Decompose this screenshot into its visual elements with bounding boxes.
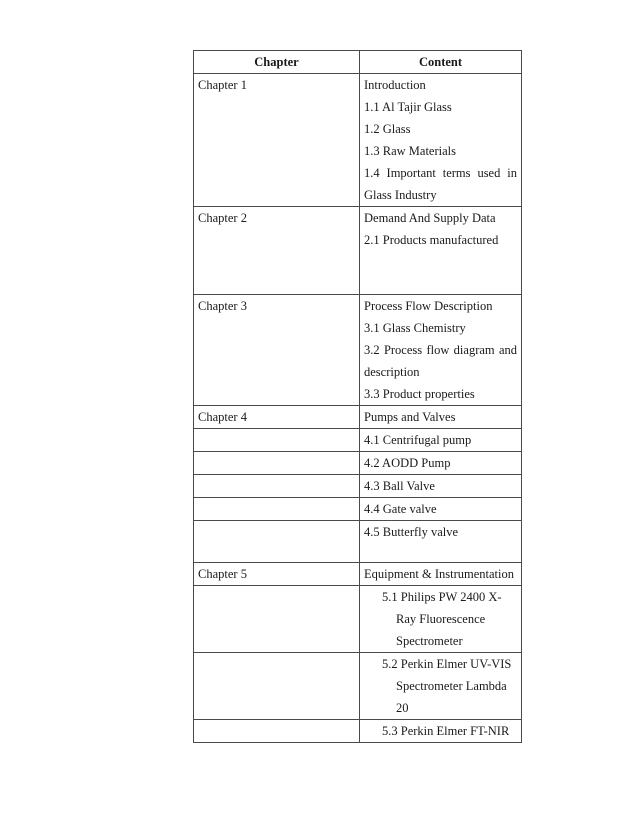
- content-line: 4.2 AODD Pump: [364, 456, 451, 470]
- chapter-label: Chapter 5: [198, 567, 247, 581]
- header-content: Content: [360, 51, 522, 74]
- chapter-cell: [194, 429, 360, 452]
- content-cell: [360, 475, 522, 498]
- content-line: 5.3 Perkin Elmer FT-NIR: [382, 724, 510, 738]
- content-line: 4.4 Gate valve: [364, 502, 437, 516]
- content-cell: [360, 586, 522, 653]
- content-line: 4.5 Butterfly valve: [364, 525, 459, 539]
- chapter-cell: [194, 452, 360, 475]
- content-line: Glass Industry: [364, 188, 437, 202]
- table-row: [194, 521, 522, 563]
- content-line: 3.1 Glass Chemistry: [364, 321, 466, 335]
- content-line: 3.2 Process flow diagram and: [364, 343, 517, 357]
- content-cell: [360, 521, 522, 563]
- table-row: [194, 452, 522, 475]
- content-cell: [360, 74, 522, 207]
- chapter-cell: [194, 653, 360, 720]
- chapter-cell: [194, 207, 360, 295]
- content-cell: [360, 429, 522, 452]
- header-chapter: Chapter: [194, 51, 360, 74]
- table-row: [194, 295, 522, 406]
- chapter-cell: [194, 295, 360, 406]
- chapter-label: Chapter 4: [198, 410, 247, 424]
- content-line: 1.1 Al Tajir Glass: [364, 100, 452, 114]
- content-line: 20: [396, 701, 409, 715]
- content-line: Spectrometer: [396, 634, 463, 648]
- chapter-cell: [194, 498, 360, 521]
- content-line: Equipment & Instrumentation: [364, 567, 514, 581]
- chapter-cell: [194, 521, 360, 563]
- content-line: 1.4 Important terms used in: [364, 166, 517, 180]
- chapter-label: Chapter 1: [198, 78, 247, 92]
- content-cell: [360, 207, 522, 295]
- content-line: Demand And Supply Data: [364, 211, 496, 225]
- content-line: 1.2 Glass: [364, 122, 411, 136]
- chapter-cell: [194, 720, 360, 743]
- content-line: 5.2 Perkin Elmer UV-VIS: [382, 657, 512, 671]
- chapter-cell: [194, 406, 360, 429]
- table-row: [194, 429, 522, 452]
- content-line: 3.3 Product properties: [364, 387, 475, 401]
- content-cell: [360, 295, 522, 406]
- content-line: description: [364, 365, 420, 379]
- content-line: 1.3 Raw Materials: [364, 144, 456, 158]
- table-header-row: [194, 51, 522, 74]
- content-line: Pumps and Valves: [364, 410, 456, 424]
- table-row: [194, 720, 522, 743]
- content-cell: [360, 563, 522, 586]
- content-line: 4.3 Ball Valve: [364, 479, 435, 493]
- content-line: Process Flow Description: [364, 299, 493, 313]
- chapter-cell: [194, 475, 360, 498]
- content-line: 5.1 Philips PW 2400 X-: [382, 590, 502, 604]
- content-cell: [360, 452, 522, 475]
- table-row: [194, 207, 522, 295]
- content-line: Introduction: [364, 78, 426, 92]
- chapter-cell: [194, 74, 360, 207]
- content-line: 2.1 Products manufactured: [364, 233, 499, 247]
- content-cell: [360, 498, 522, 521]
- contents-table: [193, 50, 522, 743]
- table-row: [194, 475, 522, 498]
- chapter-cell: [194, 586, 360, 653]
- content-line: Ray Fluorescence: [396, 612, 486, 626]
- table-row: [194, 406, 522, 429]
- chapter-label: Chapter 3: [198, 299, 247, 313]
- content-line: Spectrometer Lambda: [396, 679, 507, 693]
- content-cell: [360, 406, 522, 429]
- table-row: [194, 74, 522, 207]
- table-row: [194, 563, 522, 586]
- table-row: [194, 653, 522, 720]
- table-row: [194, 586, 522, 653]
- content-cell: [360, 720, 522, 743]
- content-line: 4.1 Centrifugal pump: [364, 433, 472, 447]
- chapter-cell: [194, 563, 360, 586]
- table-row: [194, 498, 522, 521]
- content-cell: [360, 653, 522, 720]
- chapter-label: Chapter 2: [198, 211, 247, 225]
